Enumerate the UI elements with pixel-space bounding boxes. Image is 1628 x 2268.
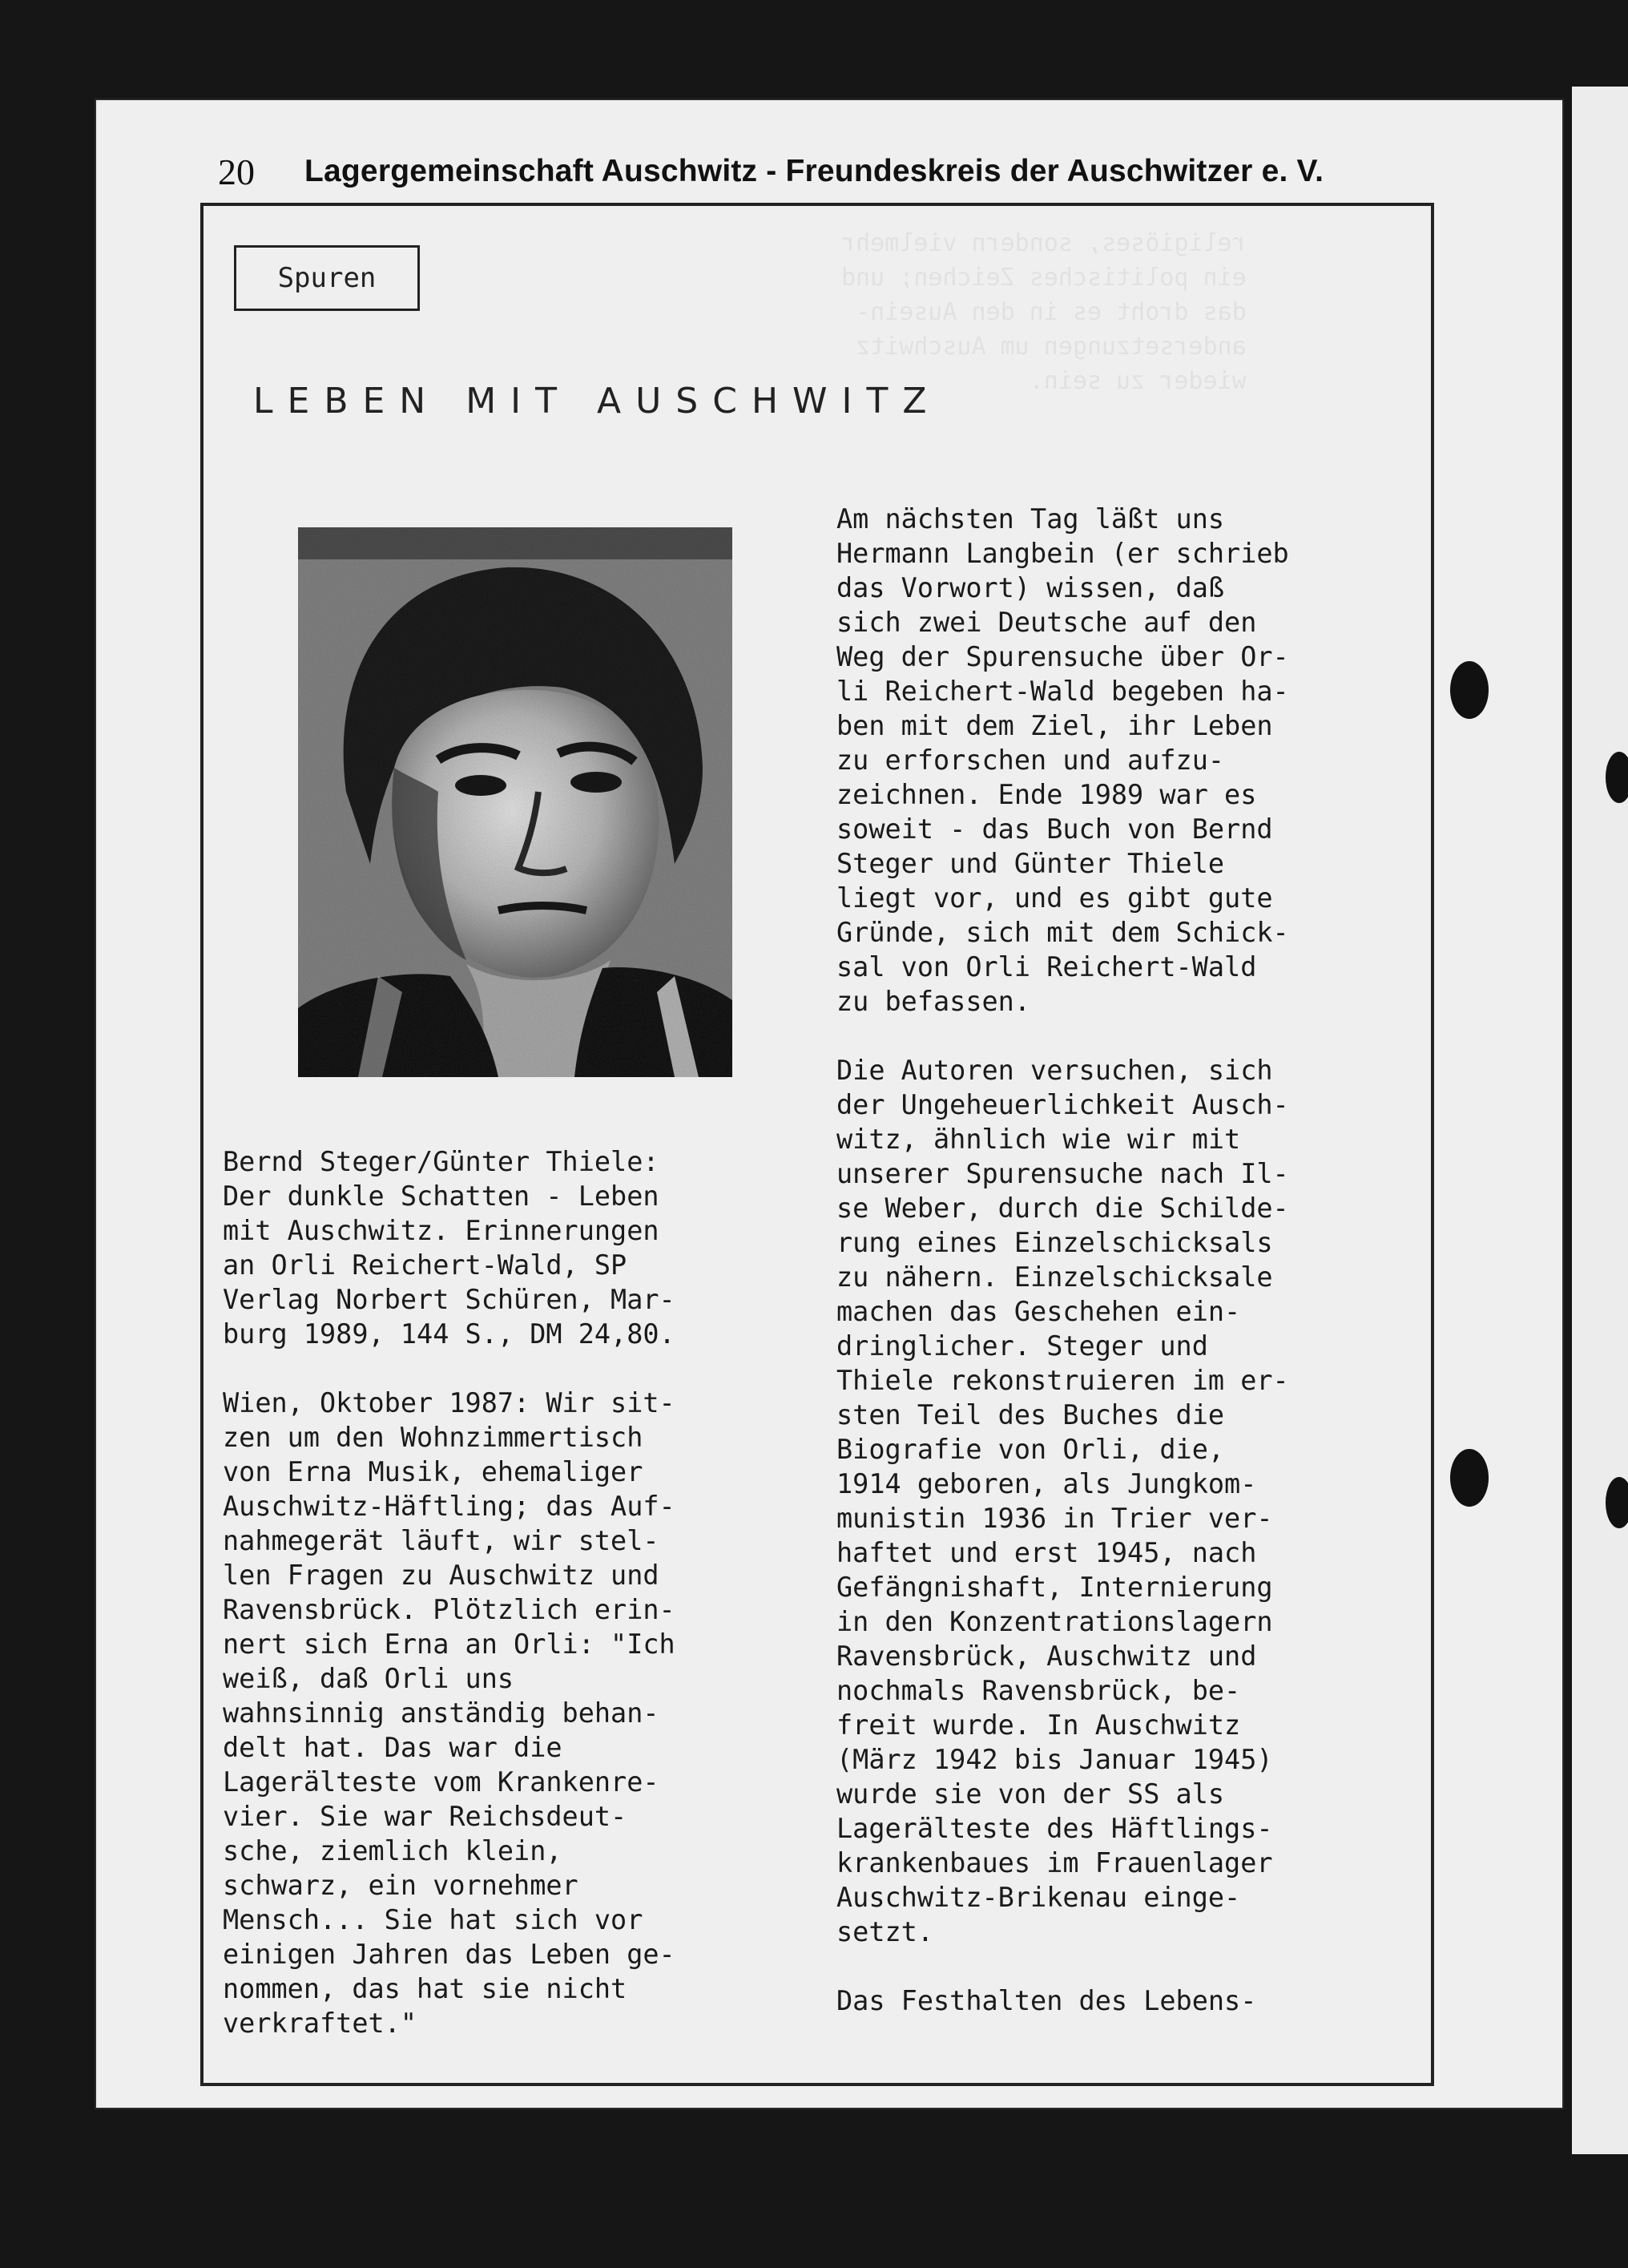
section-tag: Spuren [234, 245, 420, 311]
portrait-photo [298, 527, 732, 1077]
right-column [836, 502, 1407, 2052]
paragraph: Das Festhalten des Lebens- [836, 1985, 1257, 2016]
next-page-edge [1572, 87, 1628, 2154]
page-header [218, 146, 1444, 197]
punch-hole [1450, 1449, 1489, 1507]
paragraph: Wien, Oktober 1987: Wir sit- zen um den Wohnzimmertisch von Erna Musik, ehemaliger Auschwitz-Häftling; das Auf- nahmegerät läuft, wir stel- len Fragen zu Auschwitz und Ravensbrück. Plötzlich erin- nert sich Erna an Orli: "Ich weiß, daß Orli uns wahnsinnig anständig behan- delt hat. Das war die Lagerälteste vom Krankenre- vier. Sie war Reichsdeut- sche, ziemlich klein, schwarz, ein vornehmer Mensch... Sie hat sich vor einigen Jahren das Leben ge- nommen, das hat sie nicht verkraftet." [223, 1387, 675, 2039]
binder-hole [1606, 1477, 1628, 1528]
paragraph: Am nächsten Tag läßt uns Hermann Langbein (er schrieb das Vorwort) wissen, daß sich zwei Deutsche auf den Weg der Spurensuche über Or- li Reichert-Wald begeben ha- ben mit dem Ziel, ihr Leben zu erforschen und aufzu- zeichnen. Ende 1989 war es soweit - das Buch von Bernd Steger und Günter Thiele liegt vor, und es gibt gute Gründe, sich mit dem Schick- sal von Orli Reichert-Wald zu befassen. [836, 503, 1289, 1017]
article-headline: LEBEN MIT AUSCHWITZ [253, 381, 941, 422]
left-column [223, 1144, 792, 2075]
binder-hole [1606, 752, 1628, 803]
publication-title: Lagergemeinschaft Auschwitz - Freundeskreis der Auschwitzer e. V. [304, 154, 1324, 188]
book-citation: Bernd Steger/Günter Thiele: Der dunkle Schatten - Leben mit Auschwitz. Erinnerungen an Orli Reichert-Wald, SP Verlag Norbert Schüren, Mar- burg 1989, 144 S., DM 24,80. [223, 1146, 675, 1350]
punch-hole [1450, 661, 1489, 719]
paragraph: Die Autoren versuchen, sich der Ungeheuerlichkeit Ausch- witz, ähnlich wie wir mit unserer Spurensuche nach Il- se Weber, durch die Schilde- rung eines Einzelschicksals zu nähern. Einzelschicksale machen das Geschehen ein- dringlicher. Steger und Thiele rekonstruieren im er- sten Teil des Buches die Biografie von Orli, die, 1914 geboren, als Jungkom- munistin 1936 in Trier ver- haftet und erst 1945, nach Gefängnishaft, Internierung in den Konzentrationslagern Ravensbrück, Auschwitz und nochmals Ravensbrück, be- freit wurde. In Auschwitz (März 1942 bis Januar 1945) wurde sie von der SS als Lagerälteste des Häftlings- krankenbaues im Frauenlager Auschwitz-Brikenau einge- setzt. [836, 1055, 1289, 1947]
page-number: 20 [218, 151, 255, 192]
